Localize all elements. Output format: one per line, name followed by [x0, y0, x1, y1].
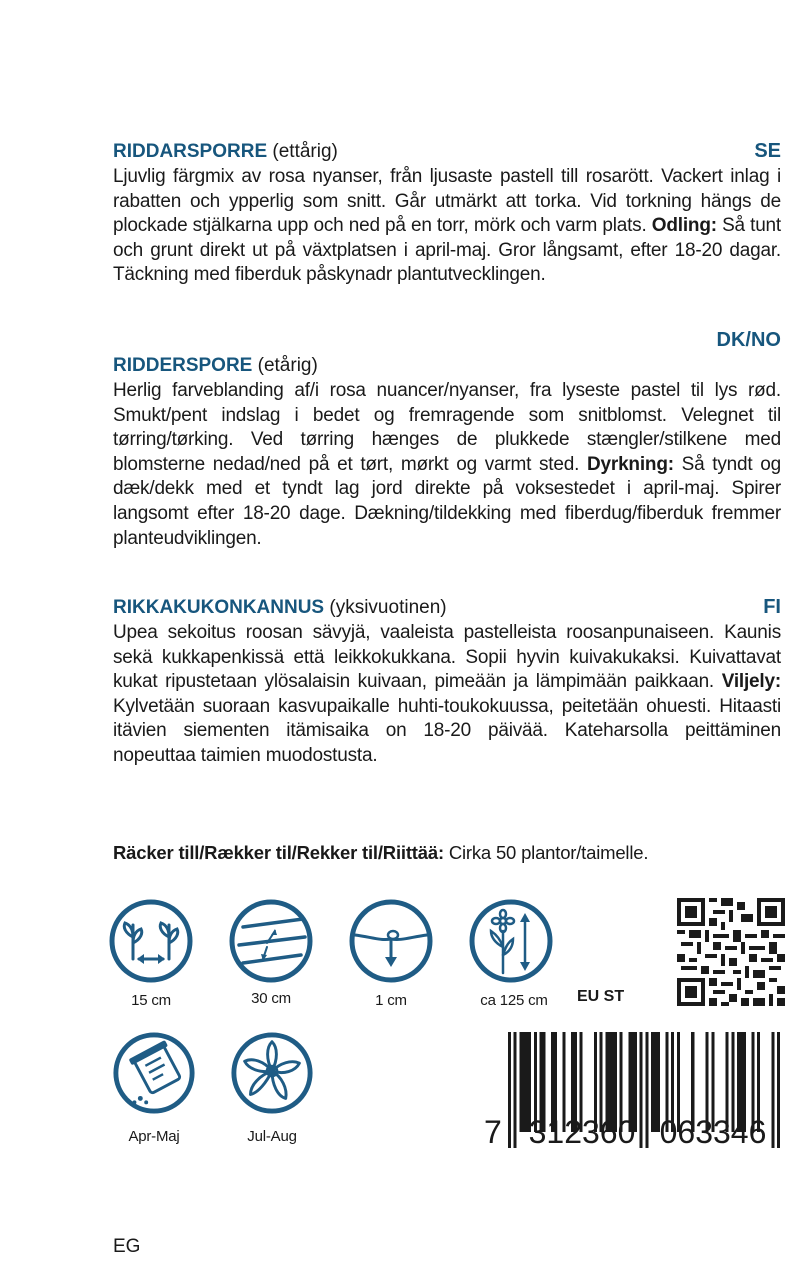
se-plant-name: RIDDARSPORRE — [113, 141, 268, 162]
barcode-bar — [508, 1032, 511, 1148]
se-text-1: Ljuvlig färgmix av rosa nyanser, från ljusaste pastell till rosarött. Vackert inlag i rabatten och ypperlig som snitt. Går utmärkt att torka. Vid torkning hängs de plockade stjälkarna upp och ned på en torr, mörk och varm plats. — [113, 166, 781, 237]
fi-description — [113, 621, 781, 769]
se-plant-sub: (ettårig) — [267, 141, 338, 162]
section-se — [113, 138, 781, 288]
flowering-time-label: Jul-Aug — [247, 1128, 297, 1145]
se-cultivation-label: Odling: — [651, 215, 717, 237]
se-text-2: Så tunt och grunt direkt ut på växtplatsen i april-maj. Gror långsamt, efter 18-20 dagar. Täckning med fiberduk påskynadr plantutvecklingen. — [113, 215, 782, 286]
row-spacing-label: 30 cm — [251, 990, 291, 1007]
qr-code — [677, 898, 785, 1006]
barcode-first-digit: 7 — [484, 1114, 502, 1150]
dk-header — [113, 353, 781, 379]
fi-header — [113, 594, 781, 621]
dk-text-2: Så tyndt og dæk/dekk med et tyndt lag jord direkte på voksestedet i april-maj. Spirer langsomt efter 18-20 dage. Dækning/tildekking med fiberdug/fiberduk fremmer planteudviklingen. — [113, 453, 781, 549]
fi-plant-name: RIKKAKUKONKANNUS — [113, 597, 325, 618]
plant-spacing-icon — [107, 897, 195, 985]
dk-lang-code: DK/NO — [716, 329, 781, 351]
dk-text-1: Herlig farveblanding af/i rosa nuancer/nyanser, fra lyseste pastel til lys rød. Smukt/pent indslag i bedet og fremragende som snitblomst. Velegnet til tørring/tørking. Ved tørring hænges de plukkede stængler/stilkene med blomsterne nedad/ned på et tørt, mørkt og varmt sted. — [113, 380, 781, 475]
barcode-bar — [514, 1032, 517, 1148]
barcode-group-1: 312360 — [528, 1114, 636, 1150]
se-description — [113, 165, 781, 288]
plant-height-label: ca 125 cm — [480, 992, 548, 1009]
eu-standard-label: EU ST — [577, 988, 625, 1005]
plant-height-icon — [467, 897, 555, 985]
dk-description — [113, 379, 781, 551]
barcode-bar — [519, 1032, 522, 1132]
dk-plant-sub: (etårig) — [252, 355, 318, 376]
se-lang-code: SE — [754, 140, 781, 162]
section-dk — [113, 327, 781, 551]
plant-spacing-label: 15 cm — [131, 992, 171, 1009]
section-fi — [113, 594, 781, 769]
barcode-bar — [645, 1032, 648, 1148]
fi-text-2: Kylvetään suoraan kasvupaikalle huhti-toukokuussa, peitetään ohuesti. Hitaasti itävien siementen itämisaika on 18-20 päivää. Kateharsolla peittäminen nopeuttaa taimien muodostusta. — [113, 695, 781, 766]
fi-text-1: Upea sekoitus roosan sävyjä, vaaleista pastelleista roosanpunaiseen. Kaunis sekä kukkapenkissä että leikkokukkana. Sopii hyvin kuivakukaksi. Kuivattavat kukat ripustetaan ylösalaisin kuivaan, pimeään ja lämpimään paikkaan. — [113, 622, 781, 693]
sowing-time-icon — [111, 1030, 197, 1116]
dk-cultivation-label: Dyrkning: — [586, 453, 674, 475]
fi-cultivation-label: Viljely: — [721, 671, 781, 693]
yield-value: Cirka 50 plantor/taimelle. — [443, 842, 649, 863]
fi-plant-sub: (yksivuotinen) — [324, 597, 447, 618]
flowering-time-icon — [229, 1030, 315, 1116]
fi-lang-code: FI — [763, 596, 781, 618]
yield-label: Räcker till/Rækker til/Rekker til/Riittää: — [113, 842, 444, 863]
sowing-depth-label: 1 cm — [375, 992, 407, 1009]
footer-code: EG — [113, 1236, 141, 1257]
dk-plant-name: RIDDERSPORE — [113, 355, 253, 376]
sowing-depth-icon — [347, 897, 435, 985]
row-spacing-icon — [227, 897, 315, 985]
sowing-time-label: Apr-Maj — [128, 1128, 180, 1145]
barcode-group-2: 063346 — [659, 1114, 767, 1150]
barcode-bar — [777, 1032, 780, 1148]
yield-line — [113, 840, 648, 866]
se-header — [113, 138, 781, 165]
